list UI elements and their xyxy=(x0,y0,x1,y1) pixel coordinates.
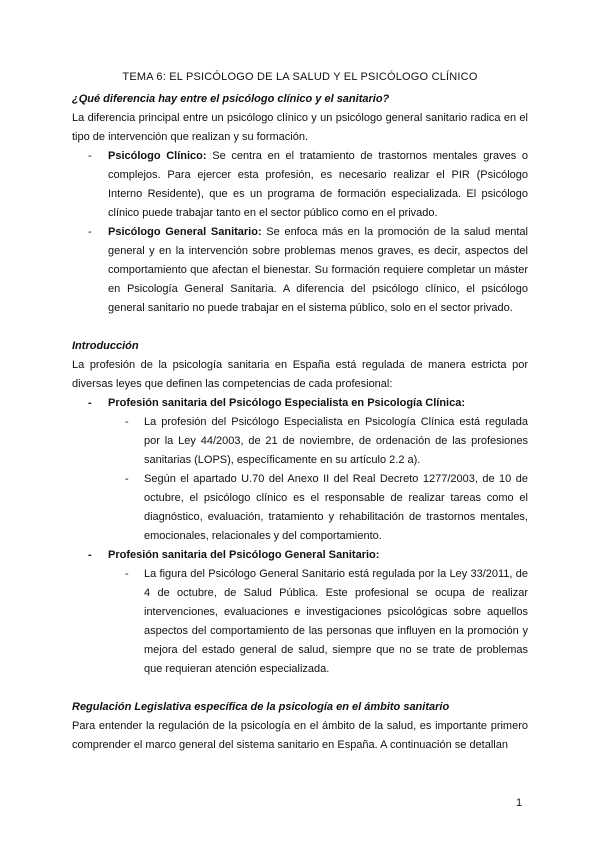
item-text: Se enfoca más en la promoción de la salud mental general y en la intervención sobre problemas menos graves, es decir, aspectos del comportamiento que afectan el bienestar. Su formación requiere completar un máster en Psicología General Sanitaria. A diferencia del psicólogo clínico, el psicólogo general sanitario no puede trabajar en el sistema público, solo en el sector privado. xyxy=(108,226,528,314)
sub-item xyxy=(72,413,528,470)
sub-item xyxy=(72,565,528,679)
bullet-dash: - xyxy=(125,568,129,580)
paragraph-difference-intro: La diferencia principal entre un psicólogo clínico y un psicólogo general sanitario radica en el tipo de intervención que realizan y su formación. xyxy=(72,112,528,143)
bullet-dash: - xyxy=(125,473,129,485)
list-item-general-sanitary xyxy=(72,223,528,318)
page-number: 1 xyxy=(516,797,523,809)
paragraph-introduction: La profesión de la psicología sanitaria en España está regulada de manera estricta por diversas leyes que definen las competencias de cada profesional: xyxy=(72,359,528,390)
item-label: Psicólogo Clínico: xyxy=(108,150,207,162)
bullet-dash: - xyxy=(88,226,92,238)
sub-item-text: La profesión del Psicólogo Especialista en Psicología Clínica está regulada por la Ley 44/2003, de 21 de noviembre, de ordenación de las profesiones sanitarias (LOPS), específicamente en su artículo 2.2 a). xyxy=(144,416,528,466)
list-item-clinical-profession xyxy=(72,394,528,413)
spacer xyxy=(72,318,528,337)
sub-item-text: Según el apartado U.70 del Anexo II del Real Decreto 1277/2003, de 10 de octubre, el psicólogo clínico es el responsable de realizar tareas como el diagnóstico, evaluación, tratamiento y rehabilitación de trastornos mentales, emocionales, relacionales y del comportamiento. xyxy=(144,473,528,542)
group-label: Profesión sanitaria del Psicólogo Especialista en Psicología Clínica: xyxy=(108,397,466,409)
list-psychologist-types xyxy=(72,147,528,318)
list-item-general-profession xyxy=(72,546,528,565)
sub-item-text: La figura del Psicólogo General Sanitario está regulada por la Ley 33/2011, de 4 de octubre, de Salud Pública. Este profesional se ocupa de realizar intervenciones, evaluaciones e investigaciones psicológicas sobre aquellos aspectos del comportamiento de las personas que influyen en la promoción y mejora del estado general de salud, siempre que no se trate de problemas que requieran atención especializada. xyxy=(144,568,528,675)
group-label: Profesión sanitaria del Psicólogo General Sanitario: xyxy=(108,549,380,561)
section-heading-introduction: Introducción xyxy=(72,340,139,352)
item-label: Psicólogo General Sanitario: xyxy=(108,226,262,238)
bullet-dash: - xyxy=(88,150,92,162)
item-text: Se centra en el tratamiento de trastornos mentales graves o complejos. Para ejercer esta profesión, es necesario realizar el PIR (Psicólogo Interno Residente), que es un programa de formación especializada. El psicólogo clínico puede trabajar tanto en el sector público como en el privado. xyxy=(108,150,528,219)
page-title: TEMA 6: EL PSICÓLOGO DE LA SALUD Y EL PSICÓLOGO CLÍNICO xyxy=(122,71,478,83)
list-professions xyxy=(72,394,528,679)
section-heading-regulation: Regulación Legislativa específica de la psicología en el ámbito sanitario xyxy=(72,701,450,713)
spacer xyxy=(72,679,528,698)
paragraph-regulation: Para entender la regulación de la psicología en el ámbito de la salud, es importante primero comprender el marco general del sistema sanitario en España. A continuación se detallan xyxy=(72,720,528,751)
bullet-dash: - xyxy=(88,549,92,561)
sub-item xyxy=(72,470,528,546)
list-item-clinical xyxy=(72,147,528,223)
bullet-dash: - xyxy=(88,397,92,409)
section-heading-difference: ¿Qué diferencia hay entre el psicólogo clínico y el sanitario? xyxy=(72,93,390,105)
bullet-dash: - xyxy=(125,416,129,428)
document-body xyxy=(72,90,528,755)
